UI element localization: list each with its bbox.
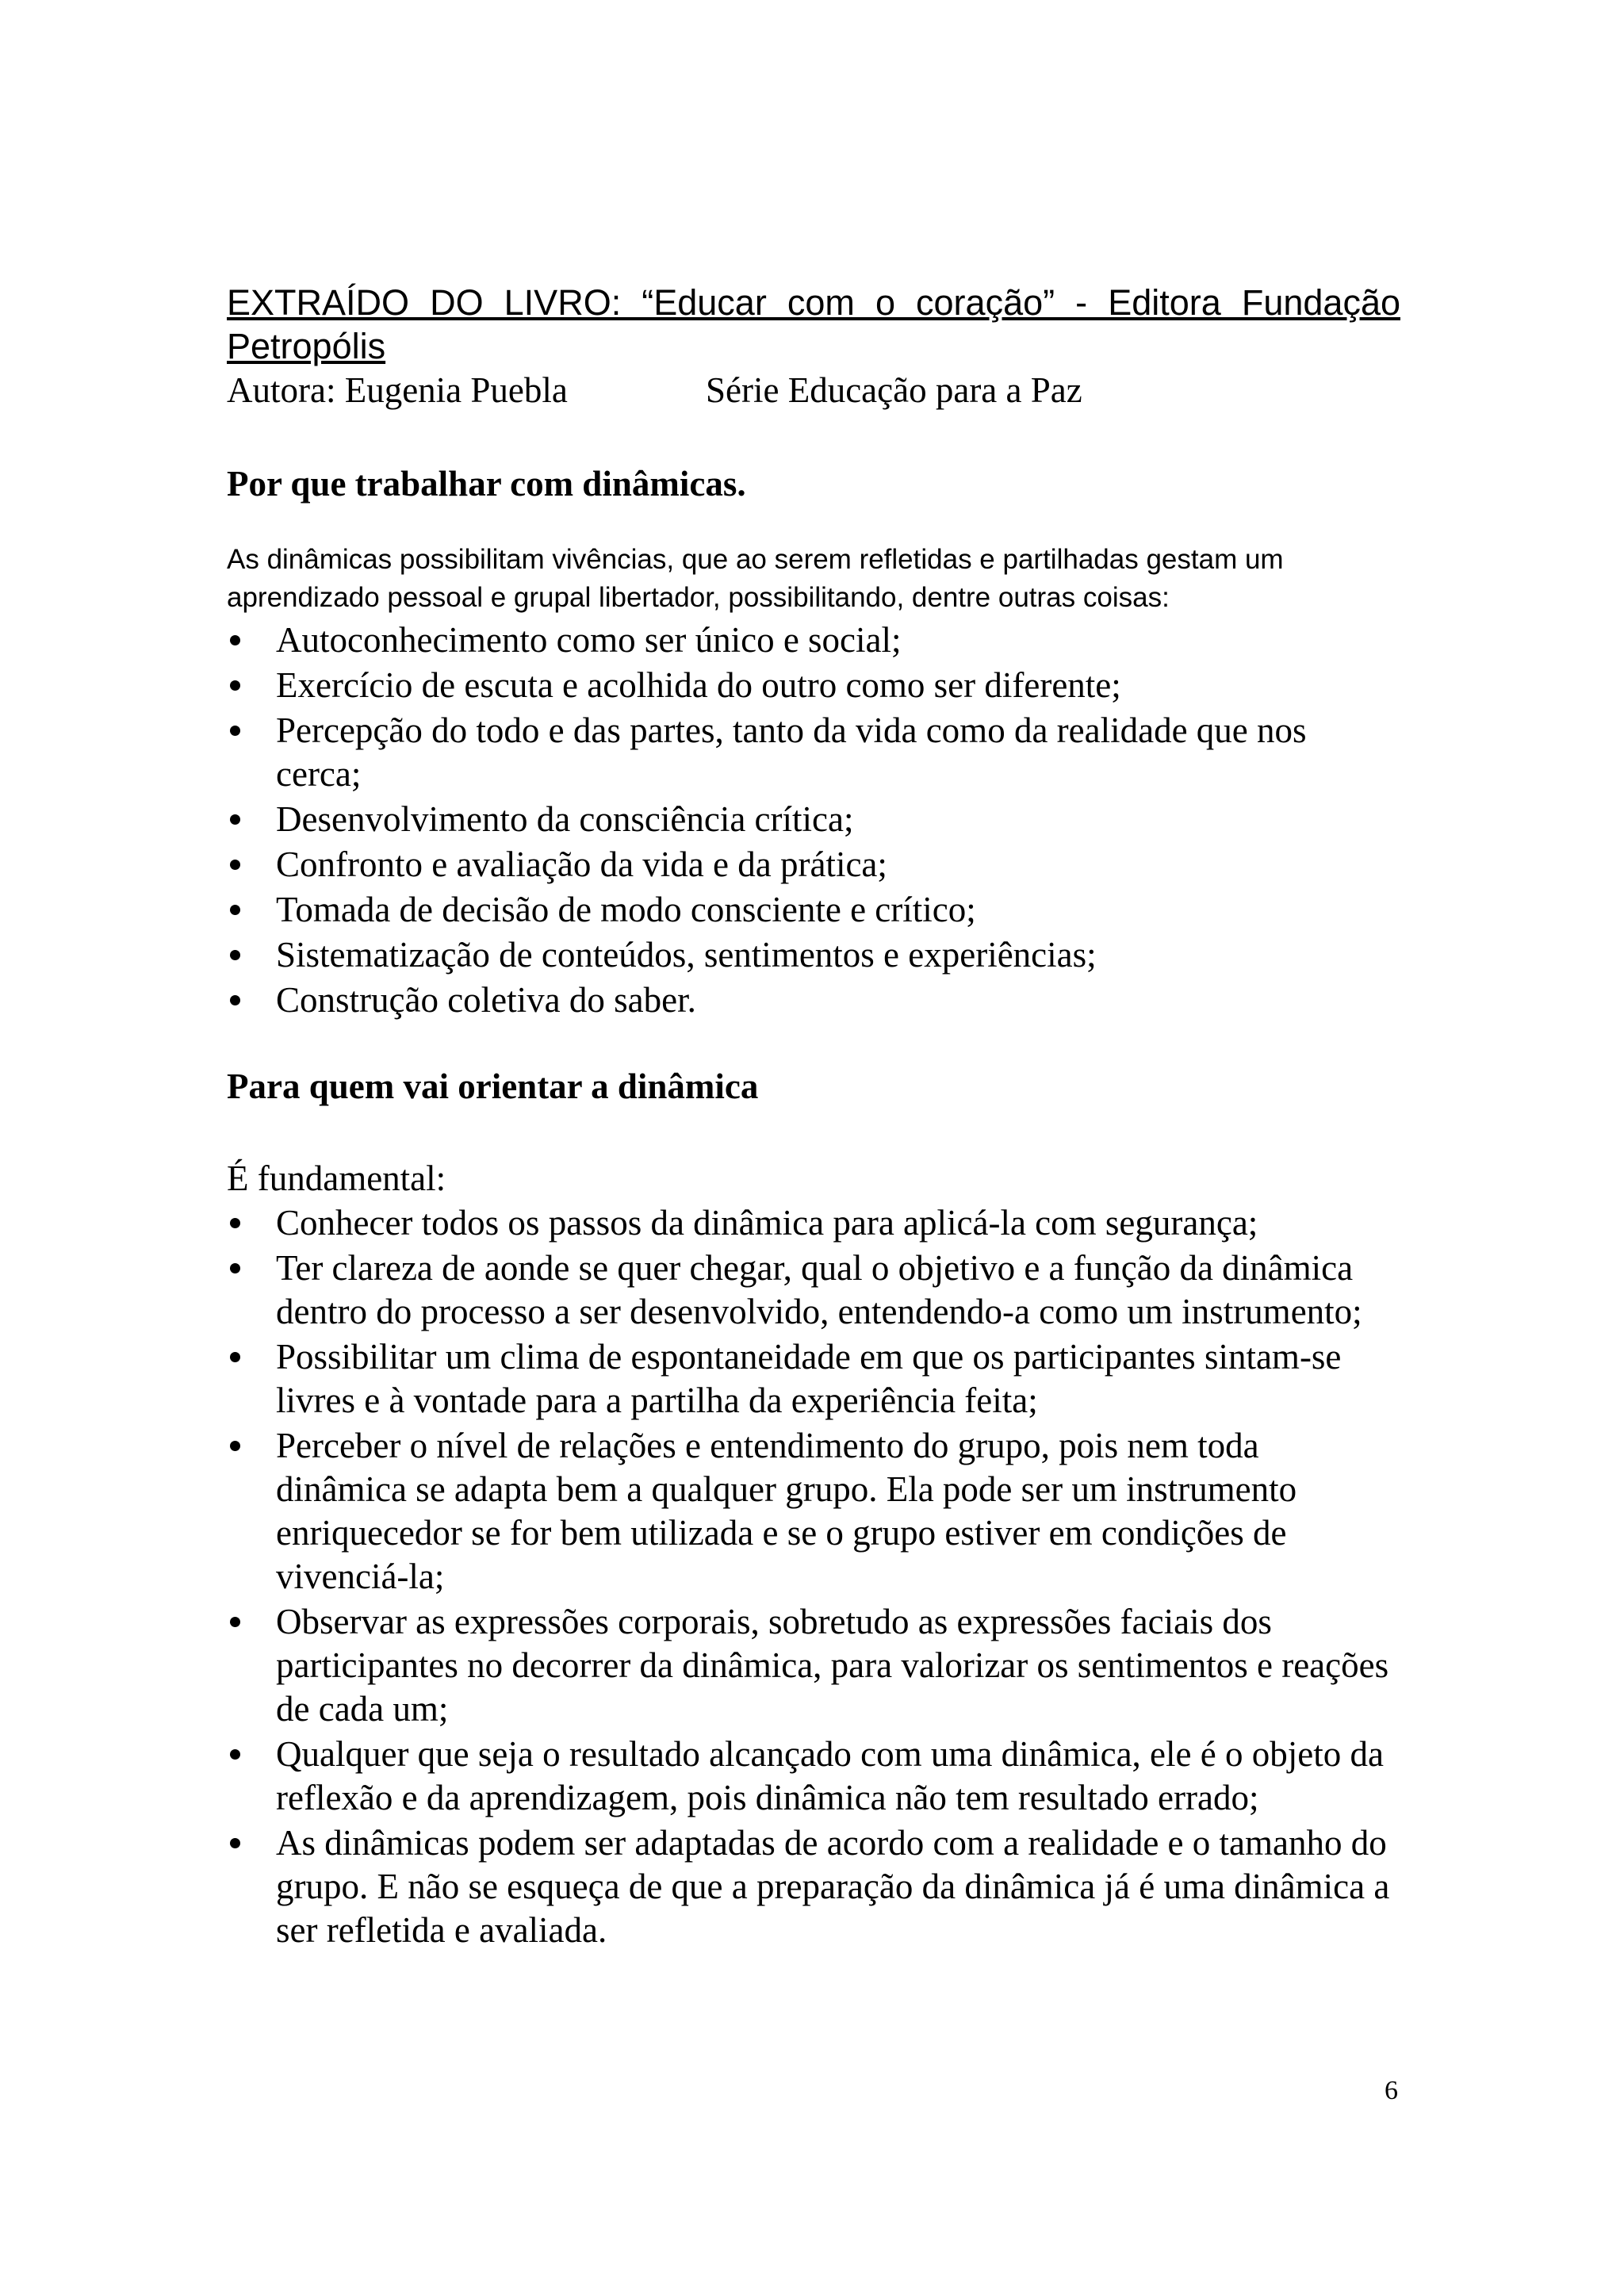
source-title-line2: Petropólis	[227, 326, 386, 366]
author-label: Autora: Eugenia Puebla	[227, 370, 568, 410]
list-item	[227, 1424, 1392, 1599]
section2-lead: É fundamental:	[227, 1158, 446, 1198]
list-item-text: Autoconhecimento como ser único e social;	[276, 620, 902, 660]
page-number: 6	[1385, 2076, 1398, 2105]
bullet-icon	[230, 1352, 240, 1362]
bullet-icon	[230, 680, 240, 691]
list-item-text: Desenvolvimento da consciência crítica;	[276, 799, 854, 839]
list-item-text: Perceber o nível de relações e entendimento do grupo, pois nem toda dinâmica se adapta bem a qualquer grupo. Ela pode ser um instrumento enriquecedor se for bem utilizada e se o grupo estiver em condições de vivenciá-la;	[276, 1426, 1297, 1596]
list-item-text: Ter clareza de aonde se quer chegar, qual o objetivo e a função da dinâmica dentro do processo a ser desenvolvido, entendendo-a como um instrumento;	[276, 1248, 1362, 1331]
bullet-icon	[230, 905, 240, 915]
list-item-text: Sistematização de conteúdos, sentimentos e experiências;	[276, 935, 1097, 975]
bullet-icon	[230, 860, 240, 870]
list-item-text: As dinâmicas podem ser adaptadas de acordo com a realidade e o tamanho do grupo. E não se esqueça de que a preparação da dinâmica já é uma dinâmica a ser refletida e avaliada.	[276, 1823, 1390, 1950]
list-item	[227, 664, 1392, 707]
list-item	[227, 1600, 1392, 1731]
list-item	[227, 1733, 1392, 1820]
section1-intro: As dinâmicas possibilitam vivências, que ao serem refletidas e partilhadas gestam um aprendizado pessoal e grupal libertador, possibilitando, dentre outras coisas:	[227, 544, 1284, 613]
section2-list	[227, 1201, 1392, 1954]
bullet-icon	[230, 726, 240, 736]
list-item-text: Tomada de decisão de modo consciente e crítico;	[276, 890, 976, 929]
series-label: Série Educação para a Paz	[706, 370, 1082, 410]
list-item	[227, 1201, 1392, 1245]
list-item	[227, 1335, 1392, 1423]
list-item	[227, 798, 1392, 841]
list-item-text: Observar as expressões corporais, sobretudo as expressões faciais dos participantes no decorrer da dinâmica, para valorizar os sentimentos e reações de cada um;	[276, 1602, 1389, 1729]
list-item-text: Exercício de escuta e acolhida do outro como ser diferente;	[276, 665, 1121, 705]
author-series-row	[227, 367, 1400, 415]
section2-heading: Para quem vai orientar a dinâmica	[227, 1067, 759, 1106]
list-item	[227, 1247, 1392, 1334]
bullet-icon	[230, 950, 240, 960]
list-item	[227, 709, 1392, 796]
bullet-icon	[230, 635, 240, 645]
bullet-icon	[230, 814, 240, 825]
bullet-icon	[230, 1749, 240, 1760]
source-title-line1: EXTRAÍDO DO LIVRO: “Educar com o coração” - Editora Fundação	[227, 282, 1400, 323]
list-item-text: Possibilitar um clima de espontaneidade em que os participantes sintam-se livres e à vontade para a partilha da experiência feita;	[276, 1337, 1342, 1420]
section1-list	[227, 618, 1392, 1024]
bullet-icon	[230, 1263, 240, 1273]
bullet-icon	[230, 1218, 240, 1228]
list-item-text: Qualquer que seja o resultado alcançado com uma dinâmica, ele é o objeto da reflexão e da aprendizagem, pois dinâmica não tem resultado errado;	[276, 1734, 1384, 1817]
list-item	[227, 933, 1392, 977]
list-item-text: Conhecer todos os passos da dinâmica para aplicá-la com segurança;	[276, 1203, 1258, 1243]
list-item	[227, 618, 1392, 662]
list-item	[227, 843, 1392, 887]
bullet-icon	[230, 1441, 240, 1451]
list-item	[227, 888, 1392, 932]
list-item-text: Percepção do todo e das partes, tanto da vida como da realidade que nos cerca;	[276, 710, 1307, 794]
list-item-text: Confronto e avaliação da vida e da prática;	[276, 844, 887, 884]
bullet-icon	[230, 1617, 240, 1627]
bullet-icon	[230, 1838, 240, 1848]
list-item-text: Construção coletiva do saber.	[276, 980, 696, 1020]
list-item	[227, 1821, 1392, 1952]
list-item	[227, 978, 1392, 1022]
section1-heading: Por que trabalhar com dinâmicas.	[227, 464, 746, 504]
bullet-icon	[230, 995, 240, 1005]
